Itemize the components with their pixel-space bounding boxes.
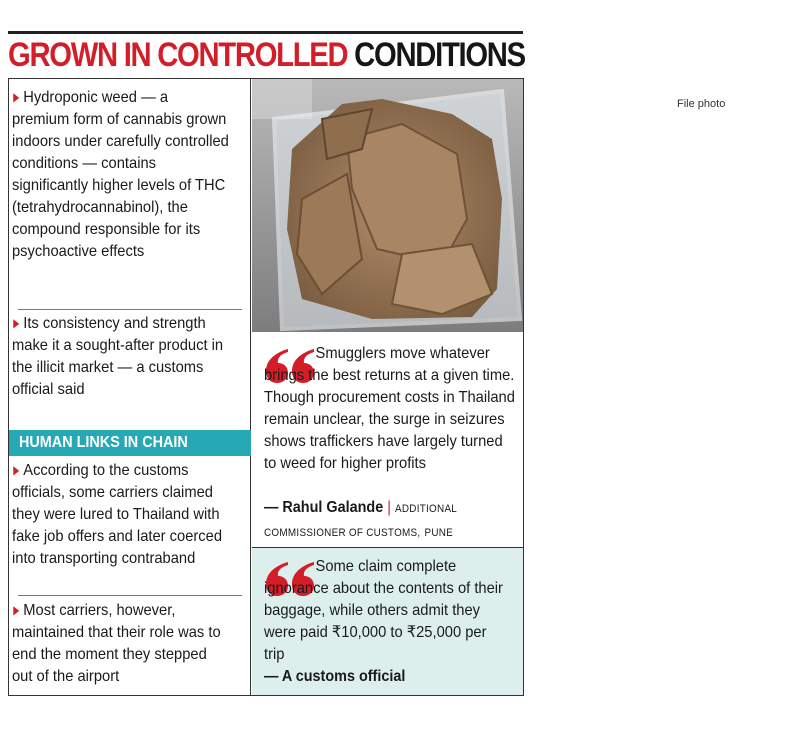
quote2-attribution: — A customs official xyxy=(264,668,406,685)
quote-box-galande xyxy=(252,333,523,547)
arrow-icon: ▶ xyxy=(13,603,20,617)
bullet-hydroponic: ▶ Hydroponic weed — a premium form of cannabis grown indoors under carefully controlled conditions — contains significantly higher levels of THC (tetrahydrocannabinol), the compound responsible for its psychoactive effects xyxy=(12,86,229,263)
arrow-icon: ▶ xyxy=(13,463,20,477)
divider xyxy=(18,595,242,596)
headline-black: CONDITIONS xyxy=(354,36,525,74)
arrow-icon: ▶ xyxy=(13,90,20,104)
top-rule xyxy=(8,31,523,34)
quote-box-customs-official xyxy=(252,547,523,695)
headline xyxy=(8,36,525,74)
photo-illustration xyxy=(252,79,523,332)
divider xyxy=(18,309,242,310)
headline-red: GROWN IN CONTROLLED xyxy=(8,36,348,74)
arrow-icon: ▶ xyxy=(13,316,20,330)
bullet-carriers-lured: ▶ According to the customs officials, some carriers claimed they were lured to Thailand with fake job offers and later coerced into transporting contraband xyxy=(12,459,229,570)
quote2-text: Some claim complete ignorance about the contents of their baggage, while others admit they were paid ₹10,000 to ₹25,000 per trip xyxy=(264,558,503,663)
quote1-title: COMMISSIONER OF CUSTOMS, PUNE xyxy=(264,527,454,539)
photo-credit: File photo xyxy=(677,98,726,110)
subhead-human-links: HUMAN LINKS IN CHAIN xyxy=(9,430,251,456)
quote1-attribution: — Rahul Galande | ADDITIONAL xyxy=(264,499,458,516)
quote1-text: Smugglers move whatever brings the best returns at a given time. Though procurement costs in Thailand remain unclear, the surge in seizures shows traffickers have largely turned to weed for higher profits xyxy=(264,345,515,472)
weed-container-photo xyxy=(252,79,523,332)
bullet-carriers-role: ▶ Most carriers, however, maintained that their role was to end the moment they stepped out of the airport xyxy=(12,599,229,688)
bullet-consistency: ▶ Its consistency and strength make it a sought-after product in the illicit market — a customs official said xyxy=(12,312,229,401)
